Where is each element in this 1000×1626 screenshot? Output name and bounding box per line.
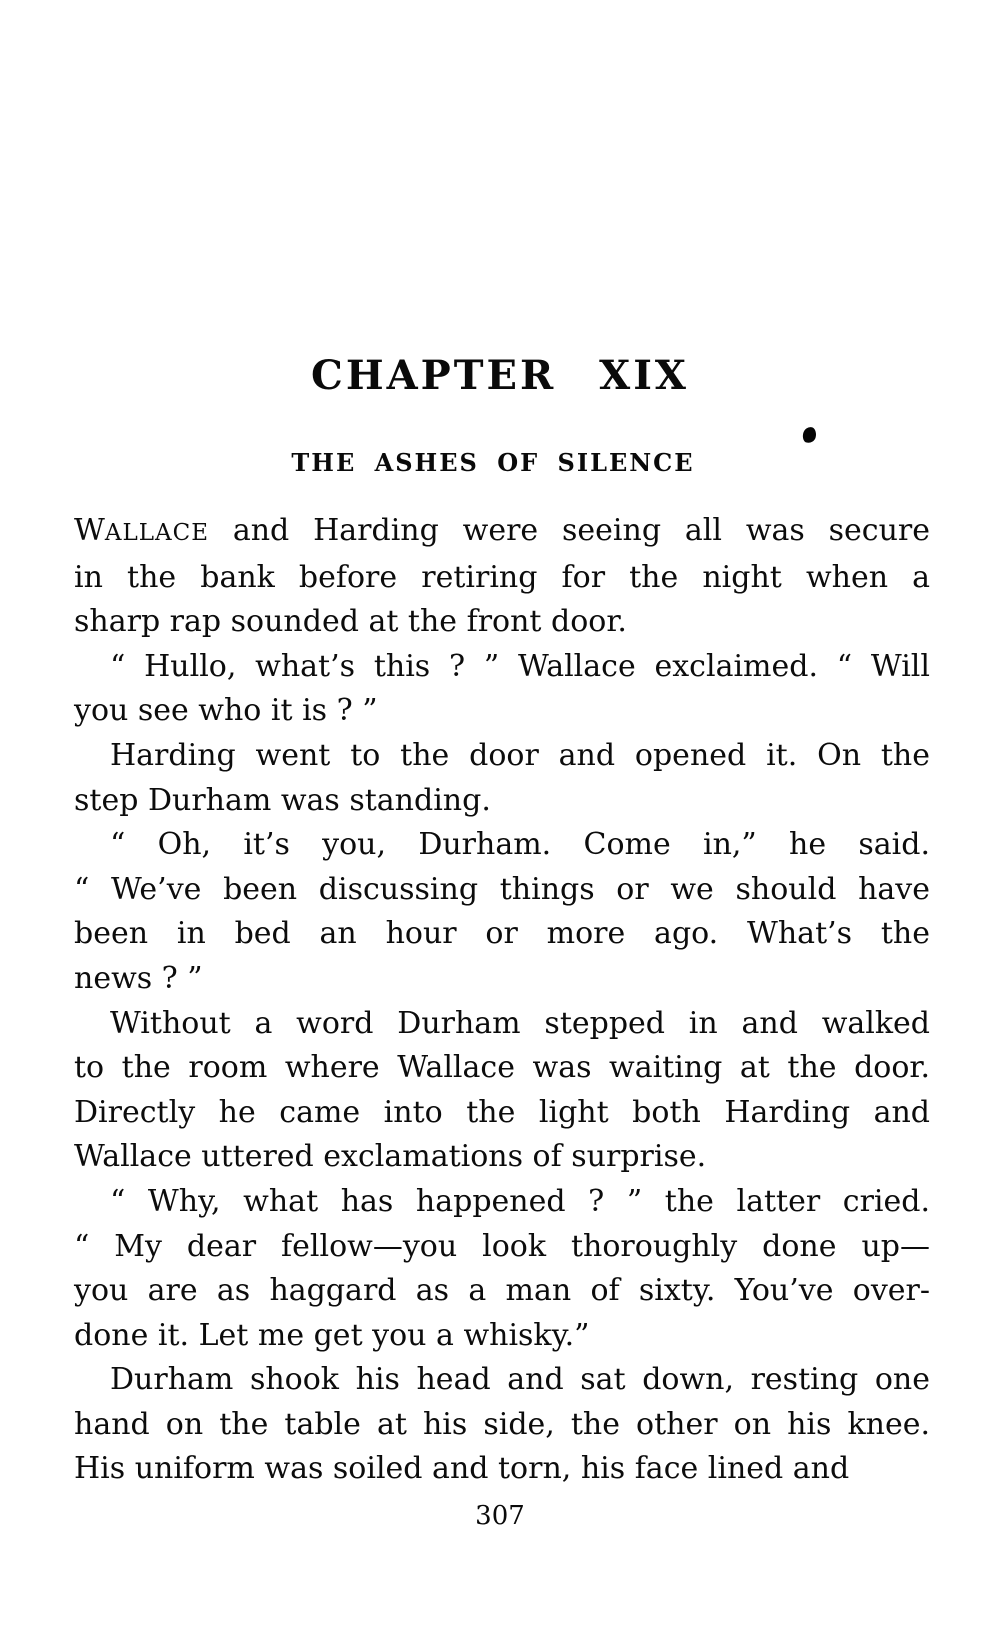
text-line: in the bank before retiring for the night when a (74, 559, 930, 595)
text-line: you see who it is ? ” (74, 693, 378, 729)
smallcaps-lead-word: WALLACE (74, 513, 209, 548)
text-line: sharp rap sounded at the front door. (74, 604, 627, 640)
text-line: you are as haggard as a man of sixty. You’ve over- (74, 1273, 930, 1309)
text-line: “ Oh, it’s you, Durham. Come in,” he said. (110, 827, 930, 863)
page-number: 307 (475, 1501, 525, 1531)
text-line: “ Hullo, what’s this ? ” Wallace exclaimed. “ Will (110, 648, 930, 684)
ink-spot-icon (801, 426, 817, 444)
text-line: news ? ” (74, 960, 203, 996)
text-line: Durham shook his head and sat down, resting one (110, 1362, 930, 1398)
text-column (74, 509, 930, 1492)
text-line: Harding went to the door and opened it. On the (110, 737, 930, 773)
text-line: Without a word Durham stepped in and walked (110, 1005, 930, 1041)
text-line: hand on the table at his side, the other on his knee. (74, 1406, 930, 1442)
text-line: Wallace uttered exclamations of surprise. (74, 1139, 707, 1175)
text-line: step Durham was standing. (74, 782, 491, 818)
text-line: His uniform was soiled and torn, his face lined and (74, 1451, 850, 1487)
text-line: been in bed an hour or more ago. What’s the (74, 916, 930, 952)
text-line: “ We’ve been discussing things or we should have (74, 871, 930, 907)
text-line: Directly he came into the light both Harding and (74, 1094, 930, 1130)
text-line: “ Why, what has happened ? ” the latter cried. (110, 1183, 930, 1219)
text-line: done it. Let me get you a whisky.” (74, 1317, 590, 1353)
section-title: THE ASHES OF SILENCE (291, 448, 695, 477)
text-line: WALLACE and Harding were seeing all was secure (74, 513, 930, 548)
chapter-heading: CHAPTER XIX (311, 352, 689, 399)
text-line: to the room where Wallace was waiting at the door. (74, 1050, 930, 1086)
text-line: “ My dear fellow—you look thoroughly done up— (74, 1228, 930, 1264)
